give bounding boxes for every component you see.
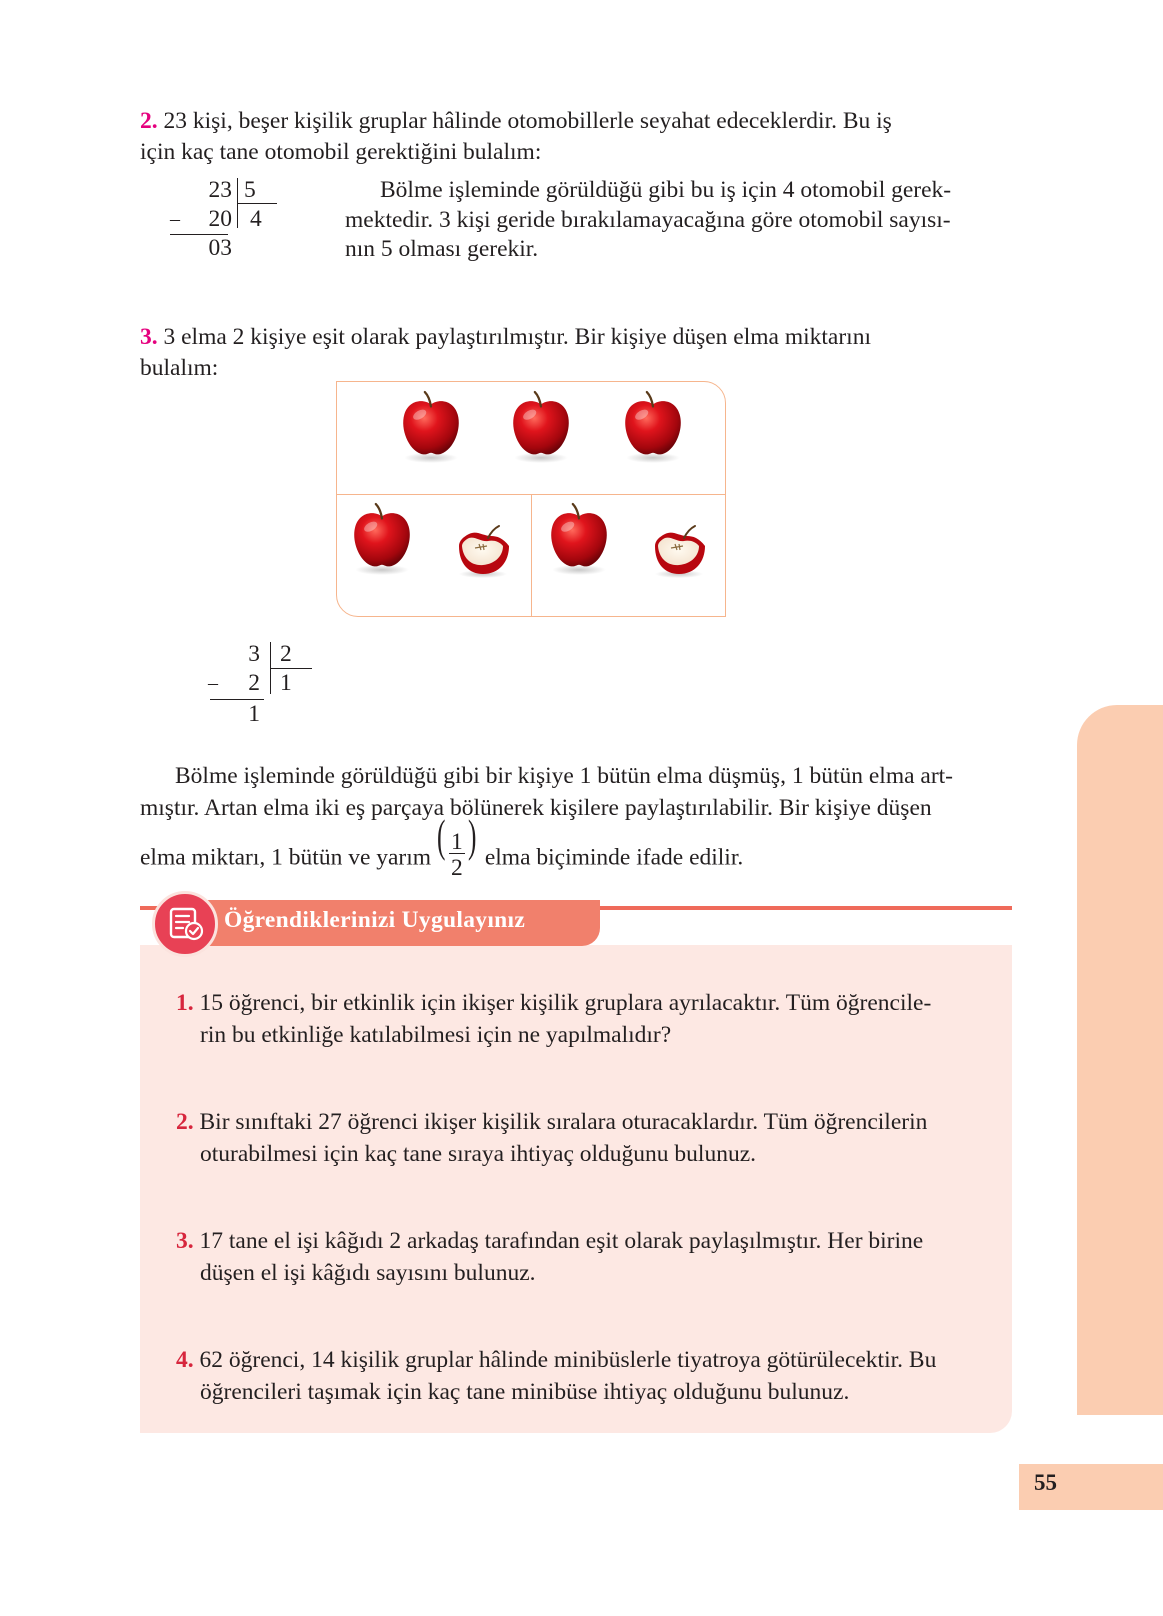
explanation-text: Bölme işleminde görüldüğü gibi bu iş için 4 otomobil gerek-	[380, 177, 952, 203]
apple-icon	[620, 390, 686, 464]
problem-2-explanation	[345, 176, 1012, 265]
division-bar-horizontal	[270, 668, 312, 669]
fraction-numerator: 1	[450, 829, 463, 855]
minus-sign: –	[170, 208, 180, 230]
subtraction-line	[170, 234, 228, 235]
remainder: 1	[248, 701, 260, 727]
quotient: 1	[280, 670, 292, 696]
fraction-one-half: ( 1 2 )	[437, 826, 479, 880]
half-apple-icon	[452, 516, 514, 578]
exercise-number: 1.	[176, 990, 194, 1016]
exercise-item	[176, 987, 1010, 1051]
exercise-item	[176, 1344, 1010, 1408]
exercise-text: öğrencileri taşımak için kaç tane minibüse ihtiyaç olduğunu bulunuz.	[200, 1379, 850, 1405]
exercise-text: 15 öğrenci, bir etkinlik için ikişer kişilik gruplara ayrılacaktır. Tüm öğrencile-	[199, 990, 932, 1016]
exercise-number: 2.	[176, 1109, 194, 1135]
exercise-text: oturabilmesi için kaç tane sıraya ihtiyaç olduğunu bulunuz.	[200, 1141, 757, 1167]
section-title: Öğrendiklerinizi Uygulayınız	[224, 907, 526, 933]
divisor: 2	[280, 641, 292, 667]
long-division-3-by-2	[200, 640, 320, 735]
exercise-text: 17 tane el işi kâğıdı 2 arkadaş tarafından eşit olarak paylaşılmıştır. Her birine	[199, 1228, 924, 1254]
subtracted-value: 20	[208, 206, 232, 232]
quotient: 4	[250, 206, 262, 232]
apple-icon	[349, 502, 415, 576]
exercise-text: Bir sınıftaki 27 öğrenci ikişer kişilik sıralara oturacaklardır. Tüm öğrencilerin	[199, 1109, 928, 1135]
fraction-denominator: 2	[450, 855, 463, 881]
explanation-text: elma miktarı, 1 bütün ve yarım	[140, 844, 432, 871]
problem-2-statement	[140, 106, 1012, 168]
apple-icon	[508, 390, 574, 464]
problem-3-explanation	[140, 760, 1012, 886]
apple-icon	[546, 502, 612, 576]
problem-3-statement	[140, 322, 1012, 384]
long-division-23-by-5	[170, 176, 290, 266]
divider-line	[531, 494, 532, 617]
half-apple-icon	[648, 516, 710, 578]
dividend: 3	[248, 641, 260, 667]
divisor: 5	[244, 177, 256, 203]
explanation-text: elma biçiminde ifade edilir.	[484, 844, 744, 871]
exercise-item	[176, 1106, 1010, 1170]
problem-text: bulalım:	[140, 355, 219, 381]
explanation-text: nın 5 olması gerekir.	[345, 236, 539, 262]
problem-text: için kaç tane otomobil gerektiğini bulalım:	[140, 139, 542, 165]
exercise-text: rin bu etkinliğe katılabilmesi için ne yapılmalıdır?	[200, 1022, 672, 1048]
explanation-text: mıştır. Artan elma iki eş parçaya bölünerek kişilere paylaştırılabilir. Bir kişiye düşen	[140, 795, 932, 821]
division-bar-horizontal	[237, 203, 277, 204]
subtracted-value: 2	[248, 670, 260, 696]
subtraction-line	[210, 699, 264, 700]
explanation-text: Bölme işleminde görüldüğü gibi bir kişiye 1 bütün elma düşmüş, 1 bütün elma art-	[175, 763, 954, 789]
minus-sign: –	[208, 672, 218, 694]
side-tab	[1077, 705, 1163, 1415]
dividend: 23	[208, 177, 232, 203]
exercise-number: 3.	[176, 1228, 194, 1254]
problem-text: 23 kişi, beşer kişilik gruplar hâlinde otomobillerle seyahat edeceklerdir. Bu iş	[163, 108, 892, 134]
problem-text: 3 elma 2 kişiye eşit olarak paylaştırılmıştır. Bir kişiye düşen elma miktarını	[163, 324, 871, 350]
exercise-text: düşen el işi kâğıdı sayısını bulunuz.	[200, 1260, 536, 1286]
exercise-item	[176, 1225, 1010, 1289]
exercise-text: 62 öğrenci, 14 kişilik gruplar hâlinde minibüslerle tiyatroya götürülecektir. Bu	[199, 1347, 937, 1373]
explanation-text: mektedir. 3 kişi geride bırakılamayacağına göre otomobil sayısı-	[345, 206, 951, 233]
checklist-icon	[152, 891, 218, 957]
remainder: 03	[208, 235, 232, 261]
exercise-number: 4.	[176, 1347, 194, 1373]
problem-number: 3.	[140, 324, 158, 350]
problem-number: 2.	[140, 108, 158, 134]
page-number: 55	[1034, 1470, 1057, 1495]
apple-icon	[398, 390, 464, 464]
